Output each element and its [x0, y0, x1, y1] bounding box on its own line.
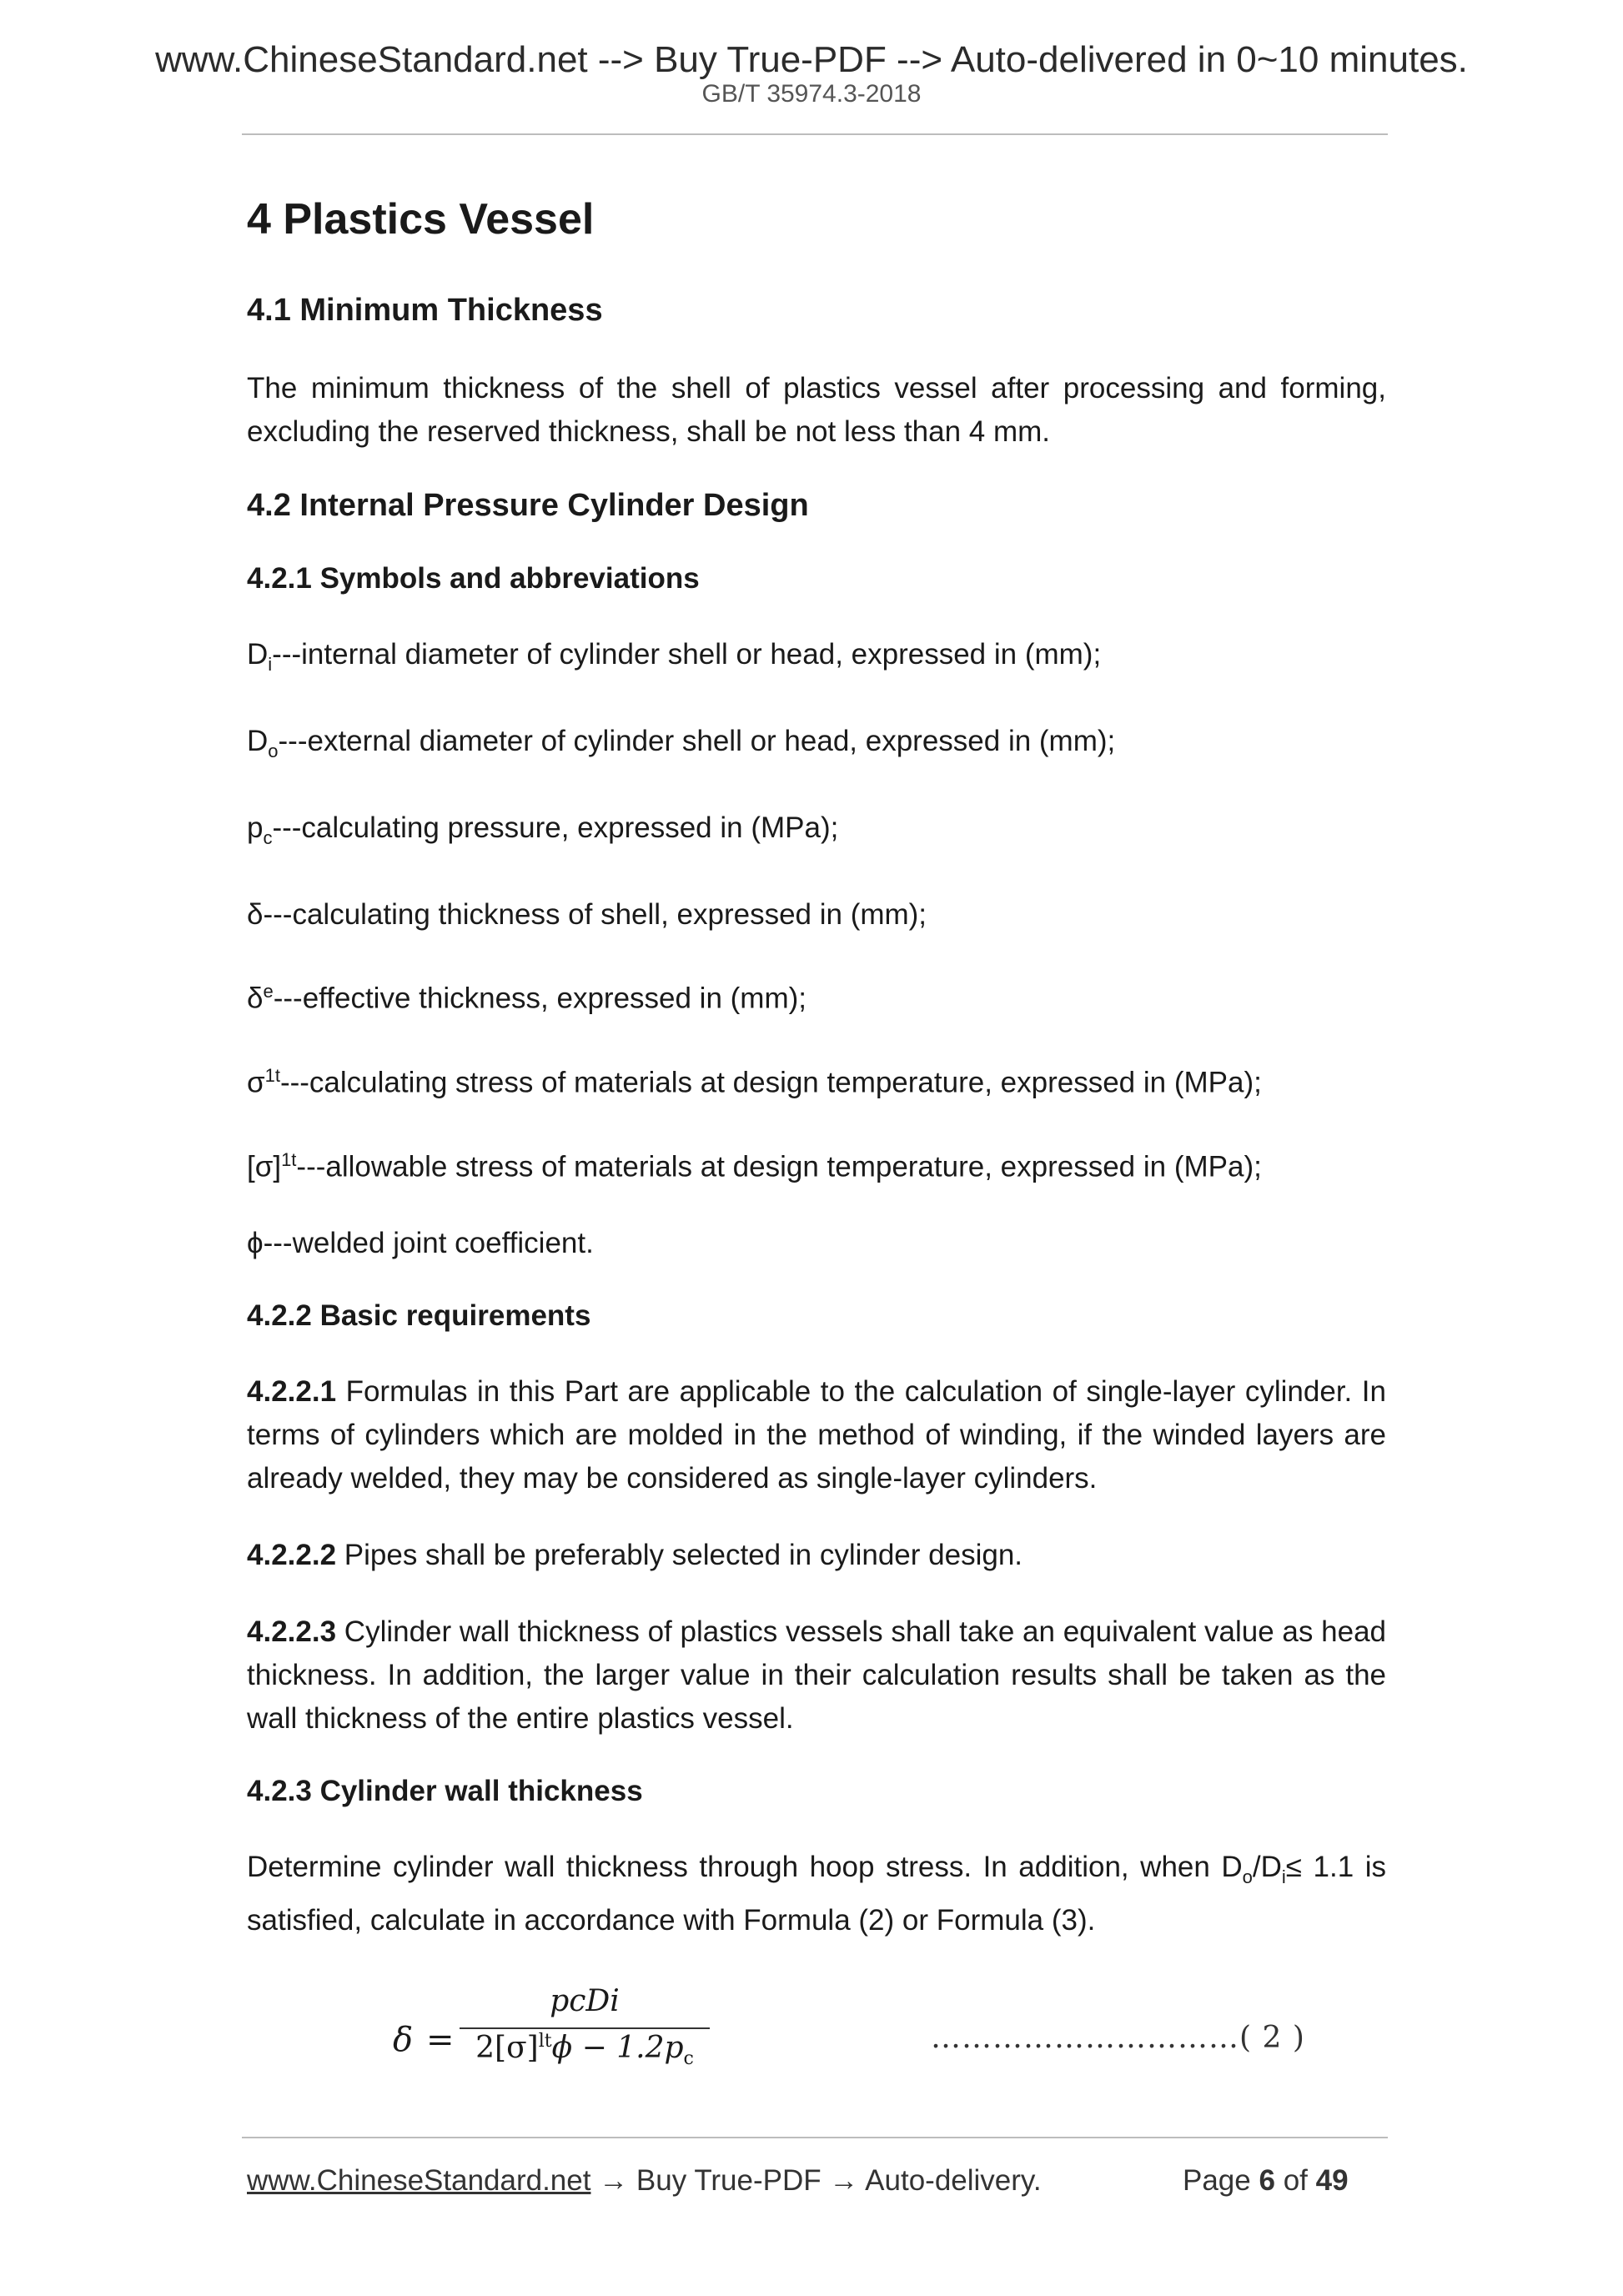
- heading-4-2: 4.2 Internal Pressure Cylinder Design: [247, 487, 809, 523]
- symbol-allowable-stress: $[\sigma]^{1t}--$-allowable stress of materials at design temperature, expressed in (MPa);: [247, 1148, 1262, 1183]
- paragraph-4-2-3: Determine cylinder wall thickness through hoop stress. In addition, when $D_o/D_i\le 1.1$ is satisfied, calculate in accordance with Formula (2) or Formula (3).: [247, 1851, 1386, 1937]
- heading-4-2-1: 4.2.1 Symbols and abbreviations: [247, 562, 700, 595]
- formula-fraction: [460, 1984, 710, 2072]
- paragraph-4-2-2-3: 4.2.2.3 Cylinder wall thickness of plastics vessels shall take an equivalent value as head thickness. In addition, the larger value in their calculation results shall be taken as the wall thickness of the entire plastics vessel.: [247, 1615, 1386, 1736]
- formula-denominator: $2[\sigma]^{lt}\phi - 1.2p_c$: [475, 2031, 694, 2070]
- symbol-phi: ϕ---welded joint coefficient.: [247, 1227, 594, 1260]
- symbol-delta: δ---calculating thickness of shell, expressed in (mm);: [247, 898, 927, 932]
- formula-2: [247, 1984, 1386, 2101]
- symbol-di: $D_i--$-internal diameter of cylinder shell or head, expressed in (mm);: [247, 638, 1102, 676]
- page-content: [247, 196, 1386, 2101]
- footer-link[interactable]: www.ChineseStandard.net: [247, 2164, 591, 2197]
- heading-4-2-3: 4.2.3 Cylinder wall thickness: [247, 1775, 643, 1808]
- page-indicator: Page 6 of 49: [1183, 2164, 1349, 2197]
- section-title: 4 Plastics Vessel: [247, 195, 595, 244]
- heading-4-1: 4.1 Minimum Thickness: [247, 293, 603, 329]
- formula-numerator: pcDi: [550, 1984, 620, 2019]
- formula-lhs: δ: [393, 2021, 414, 2060]
- formula-number: …………………………( 2 ): [931, 2021, 1305, 2056]
- footer-divider: [242, 2137, 1388, 2138]
- paragraph-4-1: The minimum thickness of the shell of plastics vessel after processing and forming, excluding the reserved thickness, shall be not less than 4 mm.: [247, 371, 1386, 448]
- symbol-delta-e: $\delta^e--$-effective thickness, expressed in (mm);: [247, 981, 806, 1016]
- heading-4-2-2: 4.2.2 Basic requirements: [247, 1299, 591, 1333]
- paragraph-4-2-2-2: 4.2.2.2 Pipes shall be preferably selected in cylinder design.: [247, 1539, 1023, 1572]
- symbol-do: $D_o--$-external diameter of cylinder shell or head, expressed in (mm);: [247, 725, 1116, 762]
- banner: www.ChineseStandard.net --> Buy True-PDF --> Auto-delivered in 0~10 minutes.: [155, 39, 1468, 80]
- paragraph-4-2-2-1: 4.2.2.1 Formulas in this Part are applicable to the calculation of single-layer cylinder. In terms of cylinders which are molded in the method of winding, if the winded layers are already welded, they may be considered as single-layer cylinders.: [247, 1375, 1386, 1495]
- symbol-pc: $p_c--$-calculating pressure, expressed in (MPa);: [247, 811, 839, 849]
- header-divider: [242, 133, 1388, 135]
- formula-fraction-bar: [460, 2027, 710, 2029]
- formula-equals: =: [426, 2021, 455, 2060]
- symbol-sigma: $\sigma^{1t}--$-calculating stress of materials at design temperature, expressed in (MPa);: [247, 1065, 1262, 1099]
- footer-promo: www.ChineseStandard.net → Buy True-PDF → Auto-delivery.: [247, 2164, 1042, 2197]
- standard-code: GB/T 35974.3-2018: [701, 80, 922, 108]
